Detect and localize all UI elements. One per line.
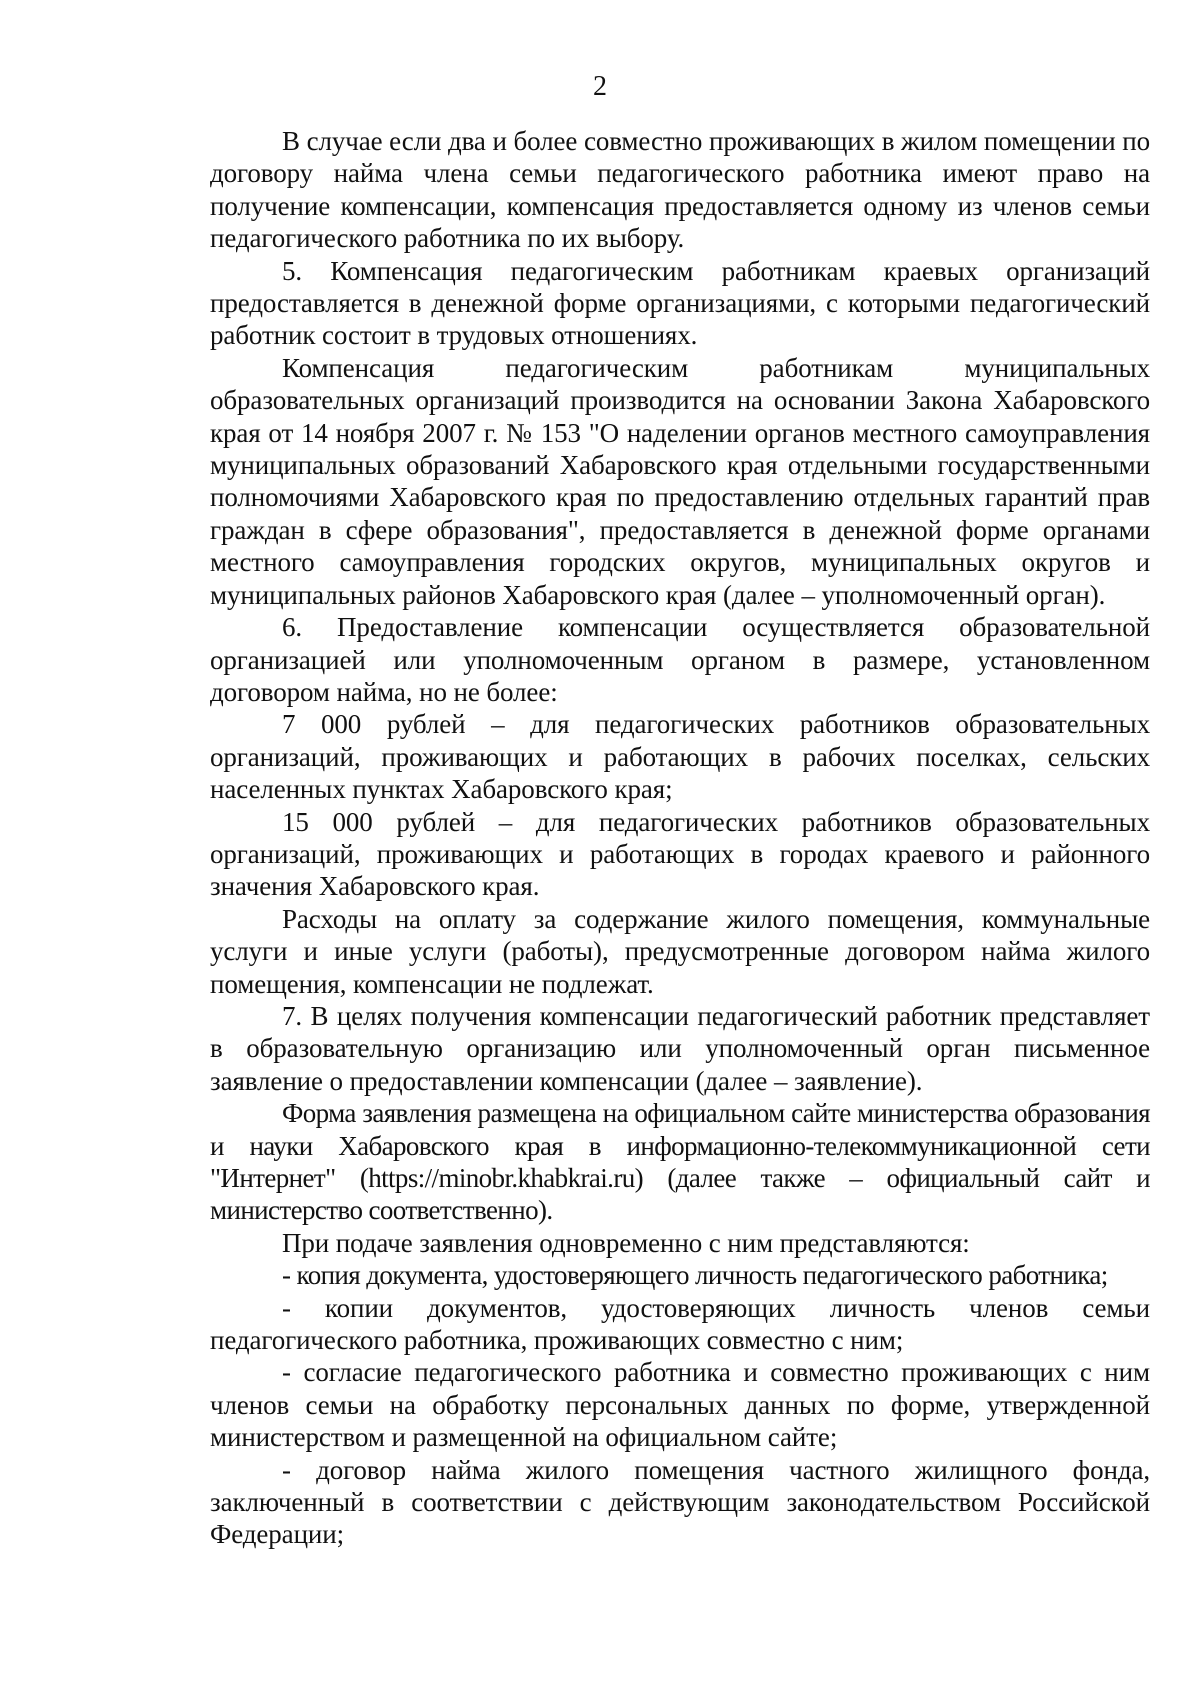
list-item: - копии документов, удостоверяющих личность членов семьи педагогического работника, проживающих совместно с ним; xyxy=(210,1292,1150,1356)
paragraph: Расходы на оплату за содержание жилого помещения, коммунальные услуги и иные услуги (работы), предусмотренные договором найма жилого помещения, компенсации не подлежат. xyxy=(210,903,1150,999)
paragraph: 7 000 рублей – для педагогических работников образовательных организаций, проживающих и работающих в рабочих поселках, сельских населенных пунктах Хабаровского края; xyxy=(210,709,1150,805)
paragraph: 7. В целях получения компенсации педагогический работник представляет в образовательную организацию или уполномоченный орган письменное заявление о предоставлении компенсации (далее – заявление). xyxy=(210,1000,1150,1096)
paragraph: В случае если два и более совместно проживающих в жилом помещении по договору найма члена семьи педагогического работника имеют право на получение компенсации, компенсация предоставляется одному из членов семьи педагогического работника по их выбору. xyxy=(210,126,1150,254)
page-number: 2 xyxy=(593,71,607,102)
paragraph: 15 000 рублей – для педагогических работников образовательных организаций, проживающих и работающих в городах краевого и районного значения Хабаровского края. xyxy=(210,806,1150,902)
paragraph: Форма заявления размещена на официальном сайте министерства образования и науки Хабаровского края в информационно-телекоммуникационной сети "Интернет" (https://minobr.khabkrai.ru) (далее также – официальный сайт и министерство соответственно). xyxy=(210,1098,1150,1226)
paragraph: При подаче заявления одновременно с ним представляются: xyxy=(282,1227,970,1258)
paragraph: Компенсация педагогическим работникам муниципальных образовательных организаций производится на основании Закона Хабаровского края от 14 ноября 2007 г. № 153 "О наделении органов местного самоуправления муниципальных образований Хабаровского края отдельными государственными полномочиями Хабаровского края по предоставлению отдельных гарантий прав граждан в сфере образования", предоставляется в денежной форме органами местного самоуправления городских округов, муниципальных округов и муниципальных районов Хабаровского края (далее – уполномоченный орган). xyxy=(210,352,1150,610)
paragraph: 5. Компенсация педагогическим работникам краевых организаций предоставляется в денежной форме организациями, с которыми педагогический работник состоит в трудовых отношениях. xyxy=(210,255,1150,351)
list-item: - согласие педагогического работника и совместно проживающих с ним членов семьи на обработку персональных данных по форме, утвержденной министерством и размещенной на официальном сайте; xyxy=(210,1357,1150,1453)
paragraph: 6. Предоставление компенсации осуществляется образовательной организацией или уполномоченным органом в размере, установленном договором найма, но не более: xyxy=(210,612,1150,707)
document-body xyxy=(210,125,1150,1551)
list-item: - копия документа, удостоверяющего личность педагогического работника; xyxy=(282,1260,1108,1291)
list-item: - договор найма жилого помещения частного жилищного фонда, заключенный в соответствии с действующим законодательством Российской Федерации; xyxy=(210,1454,1150,1550)
